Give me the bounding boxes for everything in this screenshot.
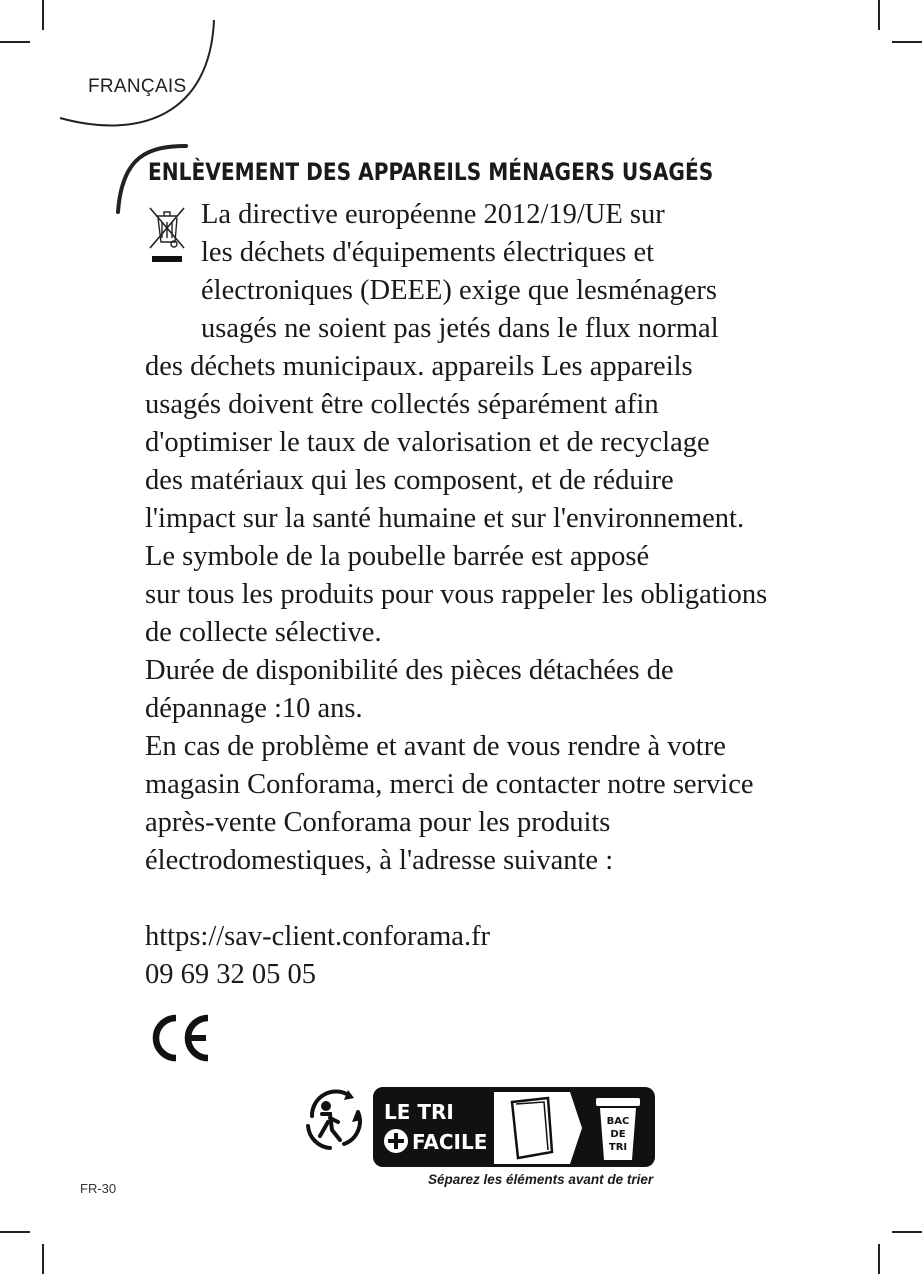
crop-mark xyxy=(878,1244,880,1274)
body-line: En cas de problème et avant de vous rendre à votre xyxy=(145,731,726,762)
body-line: magasin Conforama, merci de contacter notre service xyxy=(145,769,754,800)
body-line: électroniques (DEEE) exige que lesménagers xyxy=(201,275,717,306)
body-line: La directive européenne 2012/19/UE sur xyxy=(201,199,665,230)
body-paragraph xyxy=(145,196,865,994)
body-line: sur tous les produits pour vous rappeler les obligations xyxy=(145,579,768,610)
bin-label-line: DE xyxy=(610,1129,626,1140)
body-line: l'impact sur la santé humaine et sur l'environnement. xyxy=(145,503,745,534)
body-line: Le symbole de la poubelle barrée est apposé xyxy=(145,541,650,572)
body-line: de collecte sélective. xyxy=(145,617,382,648)
sorting-caption: Séparez les éléments avant de trier xyxy=(428,1172,654,1187)
paper-icon xyxy=(512,1098,552,1158)
body-line: d'optimiser le taux de valorisation et de recyclage xyxy=(145,427,710,458)
ce-mark-icon xyxy=(146,1014,216,1062)
le-tri-text: LE TRI xyxy=(384,1100,454,1124)
bin-label-line: TRI xyxy=(608,1142,628,1153)
body-line: dépannage :10 ans. xyxy=(145,693,363,724)
language-tab-arc-icon xyxy=(0,0,240,140)
support-phone: 09 69 32 05 05 xyxy=(145,959,316,990)
section-title: ENLÈVEMENT DES APPAREILS MÉNAGERS USAGÉS xyxy=(148,158,714,186)
support-url[interactable]: https://sav-client.conforama.fr xyxy=(145,921,491,952)
body-line: des matériaux qui les composent, et de réduire xyxy=(145,465,674,496)
page-number: FR-30 xyxy=(80,1181,117,1196)
language-label: FRANÇAIS xyxy=(88,76,187,97)
body-line: Durée de disponibilité des pièces détachées de xyxy=(145,655,674,686)
crop-mark xyxy=(892,1231,922,1233)
body-line: des déchets municipaux. appareils Les appareils xyxy=(145,351,693,382)
body-line: usagés doivent être collectés séparément afin xyxy=(145,389,659,420)
bin-label-line: BAC xyxy=(606,1116,630,1127)
body-line: usagés ne soient pas jetés dans le flux normal xyxy=(201,313,719,344)
body-line: électrodomestiques, à l'adresse suivante : xyxy=(145,845,614,876)
crop-mark xyxy=(892,41,922,43)
crop-mark xyxy=(0,1231,30,1233)
body-line: après-vente Conforama pour les produits xyxy=(145,807,611,838)
crop-mark xyxy=(878,0,880,30)
facile-text: FACILE xyxy=(412,1130,488,1154)
info-tri-panel xyxy=(372,1086,658,1170)
crop-mark xyxy=(42,1244,44,1274)
body-line: les déchets d'équipements électriques et xyxy=(201,237,655,268)
triman-logo-icon xyxy=(300,1086,368,1154)
